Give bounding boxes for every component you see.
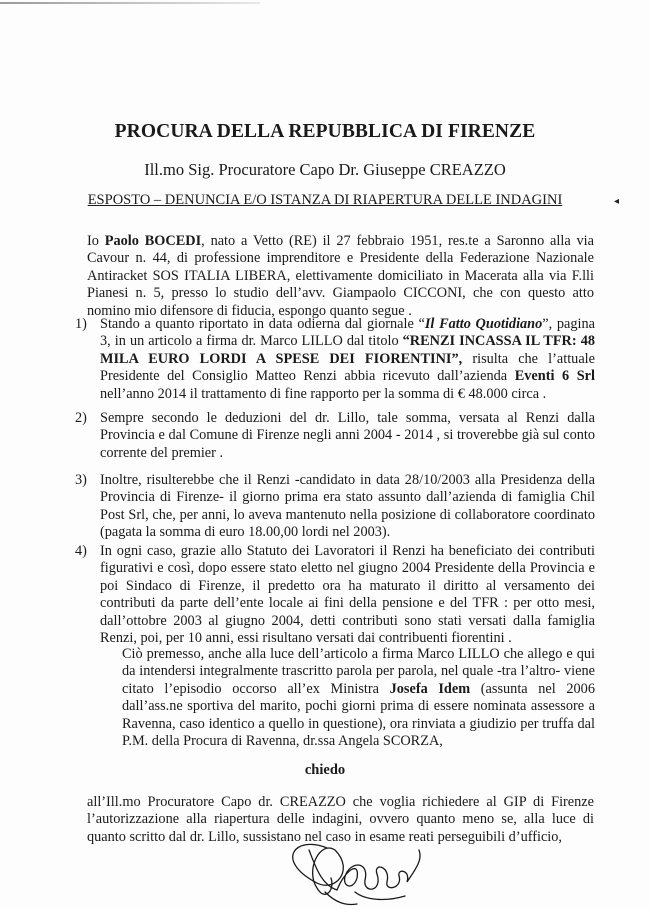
handwritten-signature-icon [265, 830, 445, 908]
item-number: 1) [75, 316, 87, 332]
item-text: Inoltre, risulterebbe che il Renzi -candidato in data 28/10/2003 alla Presidenza della Provincia di Firenze- il giorno prima era stato assunto dall’azienda di famiglia Chil Post Srl, che, per anni, lo aveva mantenuto nella posizione di collaboratore coordinato (pagata la somma di euro 18.00,00 lordi nel 2003). [100, 472, 595, 541]
request-paragraph: all’Ill.mo Procuratore Capo dr. CREAZZO che voglia richiedere al GIP di Firenze l’autorizzazione alla riapertura delle indagini, ovvero quanto meno se, alla luce di quanto scritto dal dr. Lillo, sussistano nel caso in esame reati perseguibili d’ufficio, [87, 794, 594, 845]
list-item [75, 543, 595, 647]
item-text: In ogni caso, grazie allo Statuto dei Lavoratori il Renzi ha beneficiato dei contributi figurativi e così, dopo essere stato eletto nel giugno 2004 Presidente della Provincia e poi Sindaco di Firenze, il predetto ora ha maturato il diritto al versamento dei contributi da parte dell’ente locale ai fini della pensione e del TFR : per otto mesi, dall’ottobre 2003 al giugno 2004, detti contributi sono stati versati dalla famiglia Renzi, poi, per 10 anni, essi risultano versati dai contribuenti fiorentini . [100, 543, 595, 647]
premise-text: (assunta nel 2006 dall’ass.ne sportiva del marito, pochi giorni prima di essere nominata assessore a Ravenna, caso identico a quello in questione), ora rinviata a giudizio per truffa dal P.M. della Procura di Ravenna, dr.ssa Angela SCORZA, [122, 680, 595, 750]
item-number: 3) [75, 472, 87, 488]
company-name: Eventi 6 Srl [514, 368, 595, 385]
newspaper-name: Il Fatto Quotidiano [424, 316, 543, 332]
item-text: Stando a quanto riportato in data odierna dal giornale “ [100, 316, 425, 332]
list-item [75, 472, 595, 542]
list-item [75, 316, 596, 403]
margin-mark-icon: ◂ [614, 196, 620, 207]
list-item [75, 410, 595, 462]
request-heading: chiedo [304, 762, 346, 778]
person-name: Josefa Idem [389, 680, 471, 697]
document-subject: ESPOSTO – DENUNCIA E/O ISTANZA DI RIAPERTURA DELLE INDAGINI [87, 192, 563, 208]
item-text: risulta che l’attuale Presidente del Consiglio Matteo Renzi abbia ricevuto dall’azienda [100, 350, 595, 385]
item-text: ”, pagina 3, in un articolo a firma dr. Marco LILLO dal titolo [100, 316, 596, 350]
premise-paragraph [122, 646, 595, 750]
document-title: PROCURA DELLA REPUBBLICA DI FIRENZE [114, 121, 536, 142]
article-headline: “RENZI INCASSA IL TFR: 48 MILA EURO LORDI A SPESE DEI FIORENTINI”, [100, 333, 595, 367]
complainant-name: Paolo BOCEDI [104, 233, 202, 249]
intro-paragraph [87, 233, 594, 320]
intro-text: , nato a Vetto (RE) il 27 febbraio 1951, res.te a Saronno alla via Cavour n. 44, di professione imprenditore e Presidente della Federazione Nazionale Antiracket SOS ITALIA LIBERA, elettivamente domiciliato in Macerata alla via F.lli Pianesi n. 5, presso lo studio dell’avv. Giampaolo CICCONI, che con questo atto nomino mio difensore di fiducia, espongo quanto segue . [87, 233, 594, 319]
item-text: Sempre secondo le deduzioni del dr. Lillo, tale somma, versata al Renzi dalla Provincia e dal Comune di Firenze negli anni 2004 - 2014 , si troverebbe già sul conto corrente del premier . [100, 410, 595, 461]
addressee: Ill.mo Sig. Procuratore Capo Dr. Giuseppe CREAZZO [144, 160, 506, 179]
item-text: nell’anno 2014 il trattamento di fine rapporto per la somma di € 48.000 circa . [100, 385, 547, 402]
scan-edge-line [0, 2, 260, 4]
item-number: 2) [75, 410, 87, 426]
premise-text: Ciò premesso, anche alla luce dell’articolo a firma Marco LILLO che allego e qui da intendersi integralmente trascritto parola per parola, nel quale -tra l’altro- viene citato l’episodio occorso all’ex Ministra [122, 646, 595, 697]
item-number: 4) [75, 543, 87, 559]
intro-prefix: Io [87, 233, 105, 249]
